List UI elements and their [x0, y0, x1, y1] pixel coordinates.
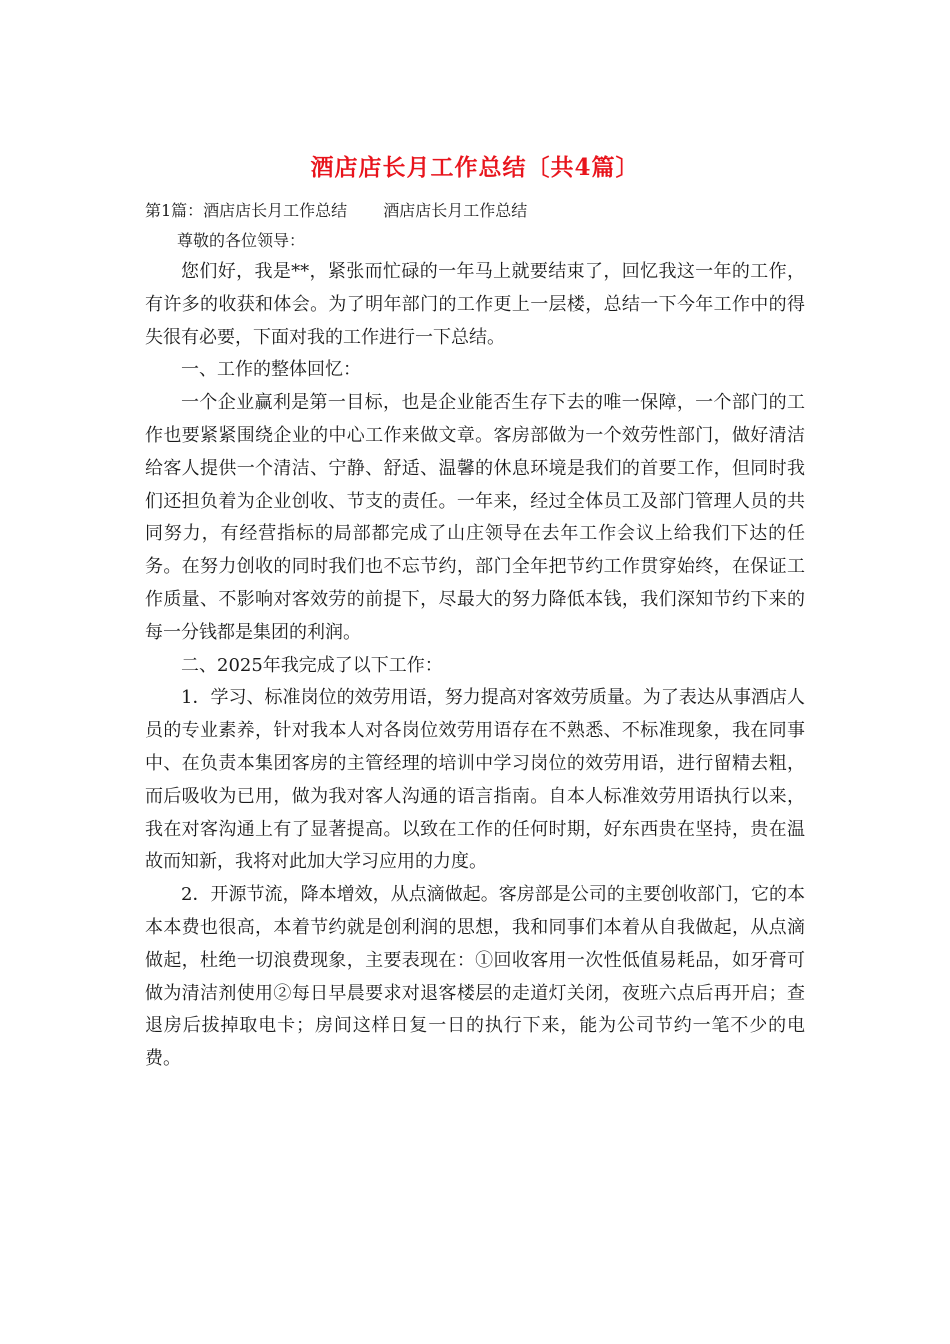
paragraph-overall-review: 一个企业赢利是第一目标，也是企业能否生存下去的唯一保障，一个部门的工作也要紧紧围绕企业的中心工作来做文章。客房部做为一个效劳性部门，做好清洁给客人提供一个清洁、宁静、舒适、温馨的休息环境是我们的首要工作，但同时我们还担负着为企业创收、节支的责任。一年来，经过全体员工及部门管理人员的共同努力，有经营指标的局部都完成了山庄领导在去年工作会议上给我们下达的任务。在努力创收的同时我们也不忘节约，部门全年把节约工作贯穿始终，在保证工作质量、不影响对客效劳的前提下，尽最大的努力降低本钱，我们深知节约下来的每一分钱都是集团的利润。	[145, 392, 805, 643]
paragraph-greeting: 您们好，我是**，紧张而忙碌的一年马上就要结束了，回忆我这一年的工作，有许多的收获和体会。为了明年部门的工作更上一层楼，总结一下今年工作中的得失很有必要，下面对我的工作进行一下总结。	[145, 261, 805, 348]
paragraph-cost-saving: 2．开源节流，降本增效，从点滴做起。客房部是公司的主要创收部门，它的本本本费也很高，本着节约就是创利润的思想，我和同事们本着从自我做起，从点滴做起，杜绝一切浪费现象，主要表现在：①回收客用一次性低值易耗品，如牙膏可做为清洁剂使用②每日早晨要求对退客楼层的走道灯关闭，夜班六点后再开启；查退房后拔掉取电卡；房间这样日复一日的执行下来，能为公司节约一笔不少的电费。	[145, 884, 805, 1070]
document-page	[145, 146, 805, 1076]
salutation: 尊敬的各位领导：	[177, 231, 306, 250]
heading-work-completed: 二、2025年我完成了以下工作：	[181, 654, 443, 676]
section-part-label: 第1篇：酒店店长月工作总结	[145, 201, 348, 220]
document-title: 酒店店长月工作总结〔共4篇〕	[310, 154, 640, 181]
section-heading	[145, 196, 805, 226]
heading-overall-review: 一、工作的整体回忆：	[181, 359, 361, 381]
section-repeat-title: 酒店店长月工作总结	[383, 201, 528, 220]
paragraph-service-language: 1．学习、标准岗位的效劳用语，努力提高对客效劳质量。为了表达从事酒店人员的专业素养，针对我本人对各岗位效劳用语存在不熟悉、不标准现象，我在同事中、在负责本集团客房的主管经理的培训中学习岗位的效劳用语，进行留精去粗，而后吸收为已用，做为我对客人沟通的语言指南。自本人标准效劳用语执行以来，我在对客沟通上有了显著提高。以致在工作的任何时期，好东西贵在坚持，贵在温故而知新，我将对此加大学习应用的力度。	[145, 687, 805, 873]
